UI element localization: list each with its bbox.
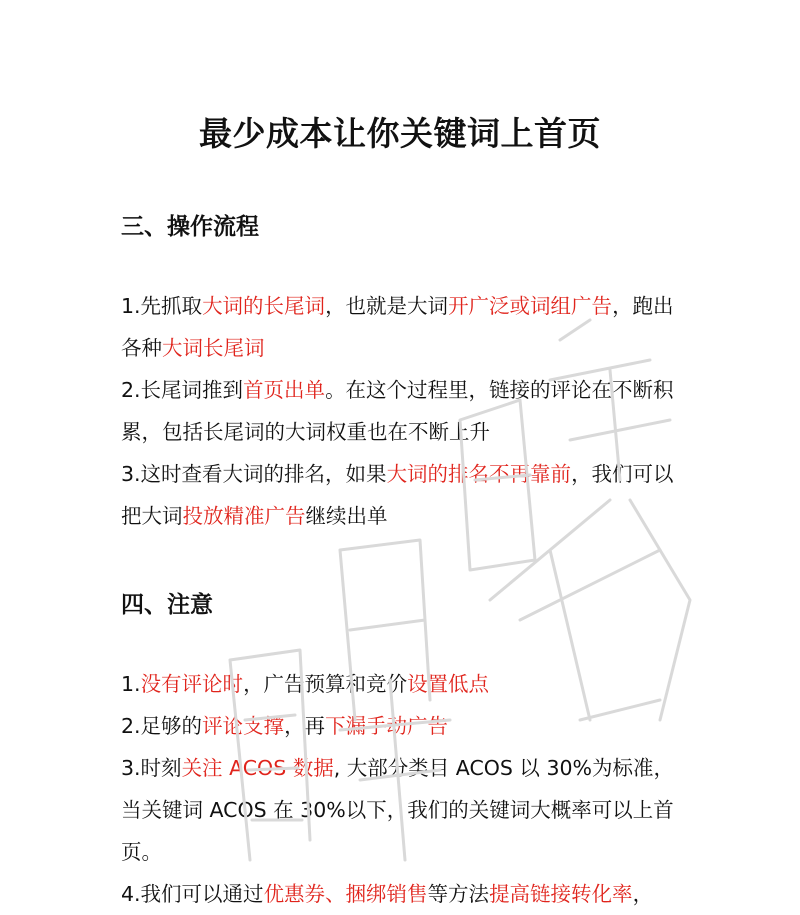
highlight-text: 下漏手动广告 xyxy=(325,714,449,738)
text: 。在这个过程里，链接的评论在不断积累，包括长尾词的大词权重也在不断上升 xyxy=(121,378,674,444)
text: , 大部分类目 ACOS 以 30%为标准，当关键词 ACOS 在 30%以下，我们的关键词大概率可以上首页。 xyxy=(121,756,675,864)
section-heading-notes: 四、注意 xyxy=(121,592,213,618)
text: 4.我们可以通过 xyxy=(121,882,264,906)
text: ，跑出各种 xyxy=(121,294,674,360)
flow-item-3 xyxy=(121,453,691,537)
note-item-3 xyxy=(121,747,691,873)
flow-item-1 xyxy=(121,285,691,369)
flow-item-2 xyxy=(121,369,691,453)
text: ， xyxy=(632,882,654,906)
highlight-text: 没有评论时 xyxy=(140,672,244,696)
text: 1.先抓取 xyxy=(121,294,203,318)
text: 2.足够的 xyxy=(121,714,203,738)
highlight-text: 评论支撑 xyxy=(202,714,285,738)
note-item-4 xyxy=(121,873,691,915)
text: 等方法 xyxy=(427,882,490,906)
operation-flow-list xyxy=(121,285,691,537)
highlight-text: 开广泛或词组广告 xyxy=(448,294,613,318)
page-title: 最少成本让你关键词上首页 xyxy=(199,114,601,153)
notes-list xyxy=(121,663,691,915)
text: ，再 xyxy=(284,714,326,738)
text: 3.时刻 xyxy=(121,756,182,780)
highlight-text: 优惠券、捆绑销售 xyxy=(263,882,428,906)
note-item-1 xyxy=(121,663,691,705)
highlight-text: 关注 ACOS 数据 xyxy=(181,756,334,780)
text: ，我们可以把大词 xyxy=(121,462,674,528)
text: ，广告预算和竞价 xyxy=(243,672,408,696)
text: 1. xyxy=(121,672,141,696)
highlight-text: 提高链接转化率 xyxy=(489,882,633,906)
highlight-text: 大词长尾词 xyxy=(162,336,265,360)
highlight-text: 首页出单 xyxy=(243,378,326,402)
highlight-text: 投放精准广告 xyxy=(182,504,306,528)
text: 3.这时查看大词的排名，如果 xyxy=(121,462,387,486)
text: 继续出单 xyxy=(305,504,388,528)
text: 2.长尾词推到 xyxy=(121,378,244,402)
highlight-text: 大词的长尾词 xyxy=(202,294,326,318)
highlight-text: 设置低点 xyxy=(407,672,490,696)
note-item-2 xyxy=(121,705,691,747)
highlight-text: 大词的排名不再靠前 xyxy=(386,462,572,486)
section-heading-operation-flow: 三、操作流程 xyxy=(121,214,259,240)
text: ，也就是大词 xyxy=(325,294,449,318)
